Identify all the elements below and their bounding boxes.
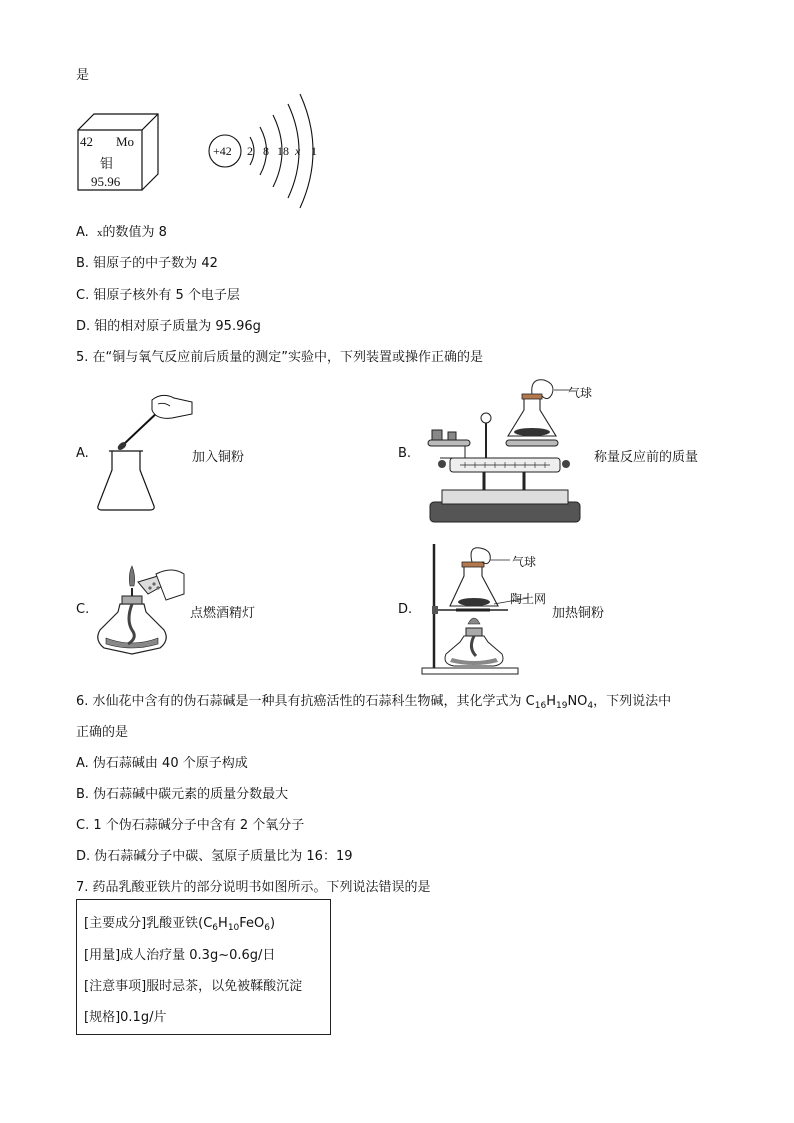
element-name: 钼 — [100, 157, 114, 172]
q4-option-a: A. x的数值为 8 — [76, 225, 167, 240]
q7-line-spec: [规格]0.1g/片 — [84, 1010, 167, 1025]
atomic-number: 42 — [80, 134, 93, 149]
intro-tail: 是 — [76, 68, 90, 83]
q5-b-label: B. — [398, 446, 412, 461]
alcohol-lamp-figure — [92, 560, 192, 660]
q4-option-d: D. 钼的相对原子质量为 95.96g — [76, 319, 261, 334]
shell-1-count: 2 — [247, 144, 253, 158]
q6-option-d: D. 伪石蒜碱分子中碳、氢原子质量比为 16：19 — [76, 849, 353, 864]
shell-2-count: 8 — [263, 144, 269, 158]
q6-option-a: A. 伪石蒜碱由 40 个原子构成 — [76, 756, 248, 771]
q7-stem: 7. 药品乳酸亚铁片的部分说明书如图所示。下列说法错误的是 — [76, 880, 431, 895]
shell-5-count: 1 — [311, 144, 317, 158]
q5-d-label: D. — [398, 602, 413, 617]
q6-stem-line2: 正确的是 — [76, 725, 129, 740]
shell-4-count: x — [295, 144, 301, 158]
q5-d-gauze-label: 陶土网 — [510, 592, 547, 606]
atomic-mass: 95.96 — [91, 174, 121, 189]
q6-option-c: C. 1 个伪石蒜碱分子中含有 2 个氧分子 — [76, 818, 305, 833]
q6-option-b: B. 伪石蒜碱中碳元素的质量分数最大 — [76, 787, 289, 802]
q5-c-caption: 点燃酒精灯 — [190, 606, 256, 621]
nucleus-charge: +42 — [213, 144, 232, 158]
q4-option-b: B. 钼原子的中子数为 42 — [76, 256, 218, 271]
q5-d-caption: 加热铜粉 — [552, 606, 605, 621]
flask-spoon-figure — [92, 388, 202, 514]
q7-line-caution: [注意事项]服时忌茶，以免被鞣酸沉淀 — [84, 979, 303, 994]
q5-stem: 5. 在“铜与氧气反应前后质量的测定”实验中，下列装置或操作正确的是 — [76, 350, 484, 365]
shell-3-count: 18 — [277, 144, 289, 158]
q5-b-caption: 称量反应前的质量 — [594, 450, 699, 465]
q7-line-dosage: [用量]成人治疗量 0.3g~0.6g/日 — [84, 948, 276, 963]
q5-a-caption: 加入铜粉 — [192, 450, 245, 465]
q4-option-c: C. 钼原子核外有 5 个电子层 — [76, 288, 240, 303]
element-symbol: Mo — [116, 134, 135, 149]
q6-stem-line1: 6. 水仙花中含有的伪石蒜碱是一种具有抗癌活性的石蒜科生物碱，其化学式为 $C_{16}H_{19}NO_4$，下列说法中 — [76, 694, 672, 711]
q5-d-balloon-label: 气球 — [512, 555, 537, 569]
q7-line-ingredient: [主要成分]乳酸亚铁$(C_6H_{10}FeO_6)$ — [84, 916, 276, 933]
q5-a-label: A. — [76, 446, 89, 461]
q5-b-balloon-label: 气球 — [568, 386, 593, 400]
q5-c-label: C. — [76, 602, 90, 617]
